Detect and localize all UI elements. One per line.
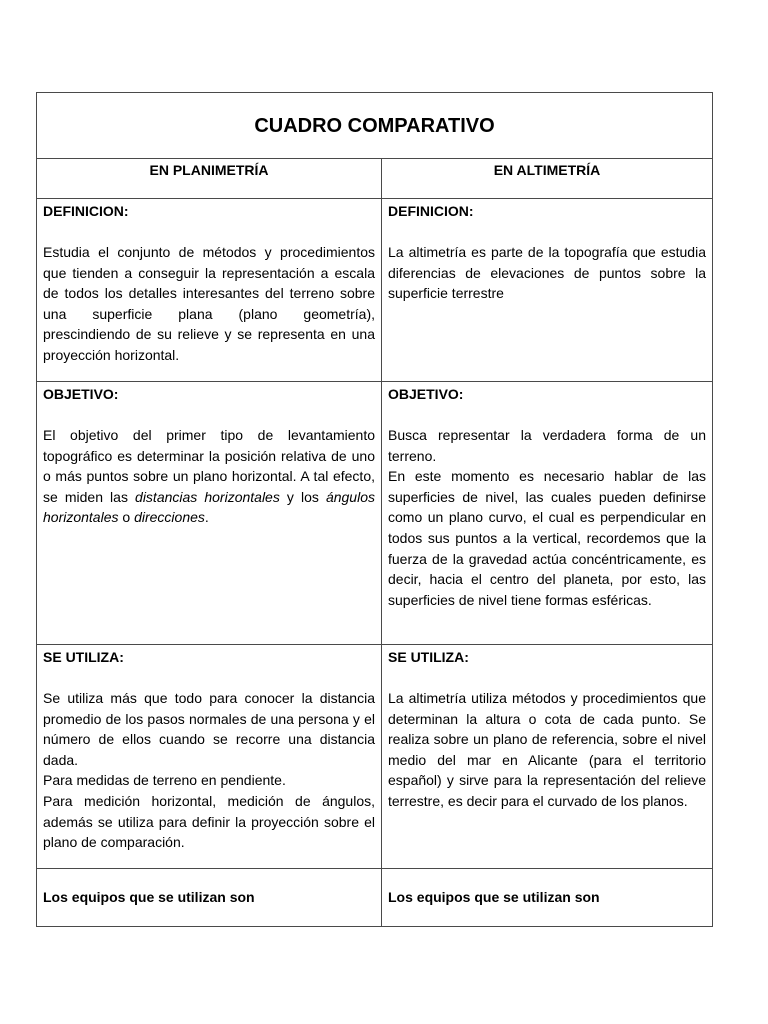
text-segment-italic: distancias horizontales [135, 488, 280, 505]
paragraph: Se utiliza más que todo para conocer la distancia promedio de los pasos normales de una persona y el número de ellos cuando se recorre una distancia dada. [43, 690, 375, 768]
row-label: OBJETIVO: [388, 386, 464, 402]
cell-text [43, 688, 375, 853]
paragraph: En este momento es necesario hablar de las superficies de nivel, las cuales pueden definirse como un plano curvo, el cual es perpendicular en todos sus puntos a la vertical, recordemos que la fuerza de la gravedad actúa concéntricamente, es decir, hacia el centro del planeta, por esto, las superficies de nivel tiene formas esféricas. [388, 468, 706, 608]
cell-definicion-altimetria [382, 199, 713, 382]
paragraph: Para medidas de terreno en pendiente. [43, 772, 286, 789]
paragraph: Estudia el conjunto de métodos y procedimientos que tienden a conseguir la representación a escala de todos los detalles interesantes del terreno sobre una superficie plana (plano geometría), prescindiendo de su relieve y se representa en una proyección horizontal. [43, 244, 375, 363]
paragraph: La altimetría utiliza métodos y procedimientos que determinan la altura o cota de cada punto. Se realiza sobre un plano de referencia, sobre el nivel medio del mar en Alicante (para el territorio español) y sirve para la representación del relieve terrestre, es decir para el curvado de los planos. [388, 690, 706, 809]
row-label: DEFINICION: [43, 203, 129, 219]
row-label: DEFINICION: [388, 203, 474, 219]
text-segment: y los [279, 488, 326, 505]
table-row-equipos [37, 869, 713, 927]
text-segment-italic: ángulos horizontales [43, 488, 375, 526]
table-row-objetivo [37, 382, 713, 645]
comparison-table [36, 92, 713, 927]
cell-text [388, 425, 706, 610]
row-label: SE UTILIZA: [388, 649, 469, 665]
column-header-planimetria: EN PLANIMETRÍA [37, 159, 382, 199]
cell-text [43, 425, 375, 528]
row-label: OBJETIVO: [43, 386, 119, 402]
cell-text [43, 242, 375, 366]
cell-text [388, 688, 706, 812]
table-row-definicion [37, 199, 713, 382]
paragraph [43, 425, 375, 528]
text-segment-italic: direcciones [134, 509, 205, 526]
cell-definicion-planimetria [37, 199, 382, 382]
text-segment: El objetivo del primer tipo de levantamiento topográfico es determinar la posición relativa de uno o más puntos sobre un plano horizontal. A tal efecto, se miden las [43, 427, 375, 505]
cell-se-utiliza-planimetria [37, 645, 382, 869]
text-segment: . [204, 509, 209, 526]
paragraph: La altimetría es parte de la topografía que estudia diferencias de elevaciones de puntos sobre la superficie terrestre [388, 244, 706, 302]
cell-text [388, 242, 706, 304]
cell-objetivo-planimetria [37, 382, 382, 645]
paragraph: Busca representar la verdadera forma de un terreno. [388, 427, 706, 464]
cell-objetivo-altimetria [382, 382, 713, 645]
paragraph: Para medición horizontal, medición de ángulos, además se utiliza para definir la proyección sobre el plano de comparación. [43, 792, 375, 851]
cell-equipos-planimetria: Los equipos que se utilizan son [37, 869, 382, 927]
table-title: CUADRO COMPARATIVO [37, 93, 713, 159]
table-row-se-utiliza [37, 645, 713, 869]
cell-se-utiliza-altimetria [382, 645, 713, 869]
row-label: SE UTILIZA: [43, 649, 124, 665]
cell-equipos-altimetria: Los equipos que se utilizan son [382, 869, 713, 927]
text-segment: o [118, 509, 135, 526]
column-header-altimetria: EN ALTIMETRÍA [382, 159, 713, 199]
